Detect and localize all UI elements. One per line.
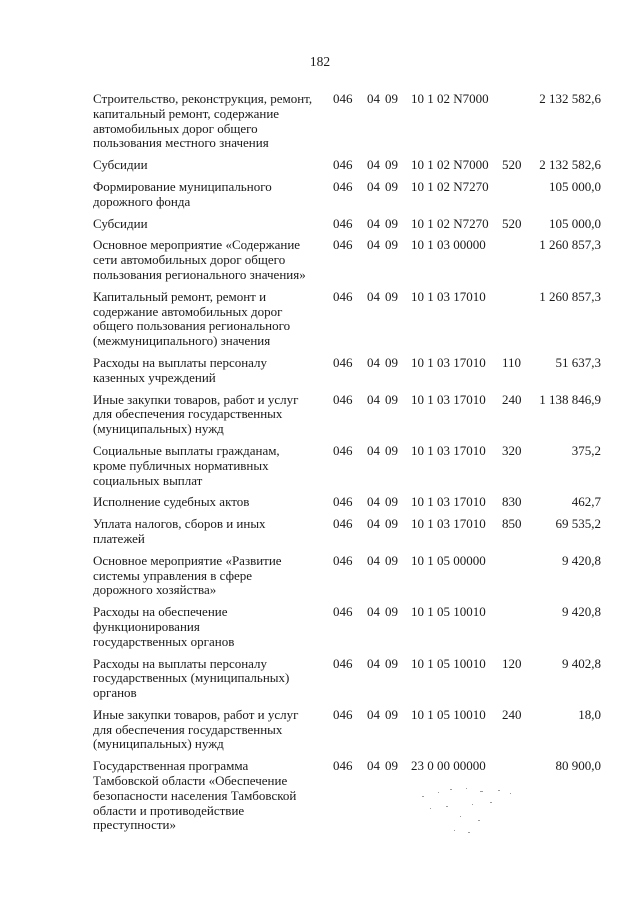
scan-specks [420,786,520,836]
row-description [93,180,325,210]
table-row [0,158,640,173]
amount-value: 2 132 582,6 [539,91,601,106]
description-line: кроме публичных нормативных [93,457,269,473]
row-description [93,290,325,349]
amount-value: 18,0 [578,706,601,722]
ministry-code: 046 [333,354,353,370]
ministry-code: 046 [333,391,353,407]
subsection-code: 09 [385,215,398,231]
amount-value: 9 420,8 [562,552,601,568]
row-description [93,217,325,232]
description-line: области и противодействие [93,802,245,818]
ministry-code: 046 [333,215,353,231]
target-article-code: 10 1 02 N7270 [411,215,489,231]
ministry-code: 046 [333,604,353,620]
target-article-code: 10 1 03 00000 [411,237,486,253]
target-article-code: 10 1 05 00000 [411,552,486,568]
target-article-code: 10 1 03 17010 [411,516,486,532]
amount-value: 462,7 [571,494,601,510]
subsection-code: 09 [385,758,398,774]
amount-value: 9 420,8 [562,604,601,620]
subsection-code: 09 [385,655,398,671]
target-article-code: 23 0 00 00000 [411,758,486,774]
amount-value: 375,2 [571,442,601,458]
ministry-code: 046 [333,157,353,173]
description-line: Капитальный ремонт, ремонт и [93,288,267,304]
section-code: 04 [367,354,380,370]
description-line: дорожного фонда [93,193,191,209]
table-row [0,554,640,598]
ministry-code: 046 [333,552,353,568]
description-line: социальных выплат [93,472,203,488]
description-line: казенных учреждений [93,369,216,385]
target-article-code: 10 1 02 N7000 [411,157,489,173]
description-line: государственных (муниципальных) [93,670,290,686]
section-code: 04 [367,758,380,774]
amount-value: 1 260 857,3 [539,237,601,253]
subsection-code: 09 [385,288,398,304]
description-line: (муниципальных) нужд [93,736,224,752]
description-line: Тамбовской области «Обеспечение [93,773,288,789]
target-article-code: 10 1 03 17010 [411,442,486,458]
table-row [0,393,640,437]
description-line: дорожного хозяйства» [93,582,217,598]
description-line: для обеспечения государственных [93,721,283,737]
row-description [93,92,325,151]
description-line: пользования местного значения [93,135,269,151]
row-description [93,238,325,282]
description-line: безопасности населения Тамбовской [93,787,297,803]
row-description [93,708,325,752]
section-code: 04 [367,91,380,106]
description-line: системы управления в сфере [93,567,253,583]
description-line: содержание автомобильных дорог [93,303,283,319]
amount-value: 105 000,0 [549,178,601,194]
table-row [0,657,640,701]
amount-value: 1 138 846,9 [539,391,601,407]
ministry-code: 046 [333,178,353,194]
subsection-code: 09 [385,91,398,106]
row-description [93,759,325,833]
section-code: 04 [367,442,380,458]
section-code: 04 [367,604,380,620]
description-line: автомобильных дорог общего [93,120,258,136]
description-line: Уплата налогов, сборов и иных [93,516,266,532]
description-line: Исполнение судебных актов [93,494,250,510]
table-row [0,217,640,232]
description-line: Иные закупки товаров, работ и услуг [93,391,299,407]
table-row [0,517,640,547]
section-code: 04 [367,706,380,722]
expense-type-code: 240 [502,391,522,407]
expense-type-code: 240 [502,706,522,722]
row-description [93,444,325,488]
section-code: 04 [367,215,380,231]
row-description [93,517,325,547]
description-line: (муниципальных) нужд [93,421,224,437]
subsection-code: 09 [385,237,398,253]
amount-value: 2 132 582,6 [539,157,601,173]
page-number: 182 [309,54,331,69]
subsection-code: 09 [385,516,398,532]
target-article-code: 10 1 02 N7000 [411,91,489,106]
subsection-code: 09 [385,552,398,568]
expense-type-code: 120 [502,655,522,671]
ministry-code: 046 [333,516,353,532]
amount-value: 80 900,0 [555,758,601,774]
table-row [0,759,640,833]
description-line: государственных органов [93,633,235,649]
target-article-code: 10 1 05 10010 [411,604,486,620]
expense-type-code: 320 [502,442,522,458]
row-description [93,605,325,649]
section-code: 04 [367,655,380,671]
description-line: Формирование муниципального [93,178,272,194]
section-code: 04 [367,516,380,532]
budget-table [0,92,640,840]
description-line: Расходы на выплаты персоналу [93,354,268,370]
description-line: (межмуниципального) значения [93,333,271,349]
ministry-code: 046 [333,442,353,458]
description-line: Иные закупки товаров, работ и услуг [93,706,299,722]
description-line: Социальные выплаты гражданам, [93,442,280,458]
section-code: 04 [367,494,380,510]
description-line: платежей [93,530,145,546]
subsection-code: 09 [385,178,398,194]
ministry-code: 046 [333,706,353,722]
description-line: для обеспечения государственных [93,406,283,422]
row-description [93,356,325,386]
subsection-code: 09 [385,442,398,458]
description-line: органов [93,685,137,701]
target-article-code: 10 1 02 N7270 [411,178,489,194]
expense-type-code: 520 [502,215,522,231]
description-line: Строительство, реконструкция, ремонт, [93,91,313,106]
target-article-code: 10 1 05 10010 [411,706,486,722]
description-line: преступности» [93,817,176,833]
description-line: функционирования [93,618,200,634]
row-description [93,495,325,510]
description-line: Субсидии [93,157,148,173]
target-article-code: 10 1 03 17010 [411,354,486,370]
expense-type-code: 520 [502,157,522,173]
target-article-code: 10 1 03 17010 [411,494,486,510]
amount-value: 9 402,8 [562,655,601,671]
section-code: 04 [367,178,380,194]
description-line: Государственная программа [93,758,249,774]
target-article-code: 10 1 03 17010 [411,288,486,304]
target-article-code: 10 1 05 10010 [411,655,486,671]
table-row [0,356,640,386]
description-line: Расходы на выплаты персоналу [93,655,268,671]
amount-value: 1 260 857,3 [539,288,601,304]
description-line: Расходы на обеспечение [93,604,228,620]
ministry-code: 046 [333,237,353,253]
table-row [0,605,640,649]
row-description [93,158,325,173]
ministry-code: 046 [333,494,353,510]
row-description [93,554,325,598]
table-row [0,495,640,510]
table-row [0,290,640,349]
table-row [0,92,640,151]
table-row [0,444,640,488]
amount-value: 69 535,2 [555,516,601,532]
subsection-code: 09 [385,706,398,722]
amount-value: 51 637,3 [555,354,601,370]
expense-type-code: 830 [502,494,522,510]
ministry-code: 046 [333,758,353,774]
section-code: 04 [367,237,380,253]
subsection-code: 09 [385,604,398,620]
description-line: пользования регионального значения» [93,266,306,282]
ministry-code: 046 [333,655,353,671]
subsection-code: 09 [385,354,398,370]
expense-type-code: 850 [502,516,522,532]
section-code: 04 [367,157,380,173]
row-description [93,657,325,701]
section-code: 04 [367,552,380,568]
ministry-code: 046 [333,288,353,304]
description-line: сети автомобильных дорог общего [93,252,286,268]
description-line: общего пользования регионального [93,318,291,334]
subsection-code: 09 [385,494,398,510]
section-code: 04 [367,391,380,407]
target-article-code: 10 1 03 17010 [411,391,486,407]
table-row [0,708,640,752]
description-line: Основное мероприятие «Развитие [93,552,282,568]
subsection-code: 09 [385,157,398,173]
description-line: капитальный ремонт, содержание [93,105,280,121]
table-row [0,238,640,282]
amount-value: 105 000,0 [549,215,601,231]
description-line: Основное мероприятие «Содержание [93,237,301,253]
subsection-code: 09 [385,391,398,407]
description-line: Субсидии [93,215,148,231]
expense-type-code: 110 [502,354,522,370]
row-description [93,393,325,437]
ministry-code: 046 [333,91,353,106]
section-code: 04 [367,288,380,304]
table-row [0,180,640,210]
